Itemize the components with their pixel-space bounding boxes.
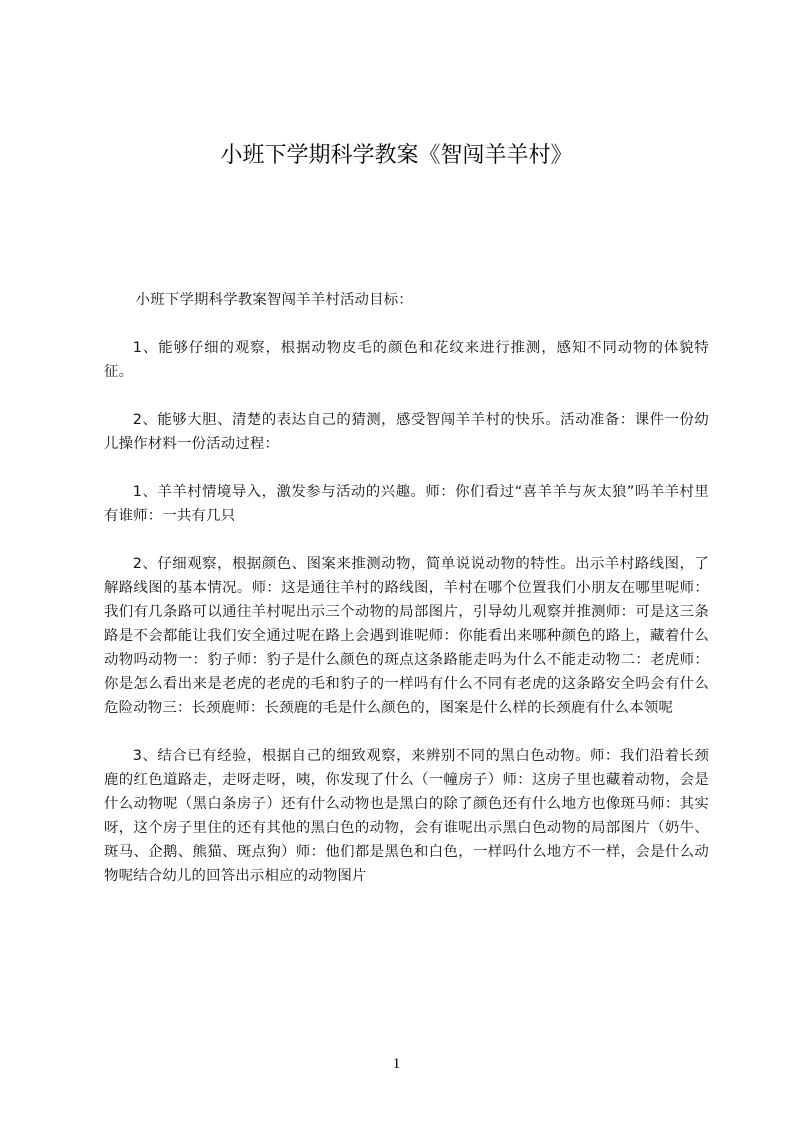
paragraph-objective-2: 2、能够大胆、清楚的表达自己的猜测，感受智闯羊羊村的快乐。活动准备：课件一份幼儿操作材料一份活动过程：: [104, 412, 709, 452]
paragraph-process-3: 3、结合已有经验，根据自己的细致观察，来辨别不同的黑白色动物。师：我们沿着长颈鹿的红色道路走，走呀走呀，咦，你发现了什么（一幢房子）师：这房子里也藏着动物，会是什么动物呢（黑白条房子）还有什么动物也是黑白的除了颜色还有什么地方也像斑马师：其实呀，这个房子里住的还有其他的黑白色的动物，会有谁呢出示黑白色动物的局部图片（奶牛、斑马、企鹅、熊猫、斑点狗）师：他们都是黑色和白色，一样吗什么地方不一样，会是什么动物呢结合幼儿的回答出示相应的动物图片: [104, 748, 709, 884]
document-body: [104, 288, 709, 912]
paragraph-objective-1: 1、能够仔细的观察，根据动物皮毛的颜色和花纹来进行推测，感知不同动物的体貌特征。: [104, 340, 709, 380]
paragraph-process-2: 2、仔细观察，根据颜色、图案来推测动物，简单说说动物的特性。出示羊村路线图，了解路线图的基本情况。师：这是通往羊村的路线图，羊村在哪个位置我们小朋友在哪里呢师：我们有几条路可以通往羊村呢出示三个动物的局部图片，引导幼儿观察并推测师：可是这三条路是不会都能让我们安全通过呢在路上会遇到谁呢师：你能看出来哪种颜色的路上，藏着什么动物吗动物一：豹子师：豹子是什么颜色的斑点这条路能走吗为什么不能走动物二：老虎师：你是怎么看出来是老虎的老虎的毛和豹子的一样吗有什么不同有老虎的这条路安全吗会有什么危险动物三：长颈鹿师：长颈鹿的毛是什么颜色的，图案是什么样的长颈鹿有什么本领呢: [104, 556, 709, 716]
page-title: 小班下学期科学教案《智闯羊羊村》: [220, 143, 573, 168]
page-number: 1: [392, 1056, 401, 1072]
paragraph-objectives-heading: 小班下学期科学教案智闯羊羊村活动目标：: [135, 292, 413, 308]
paragraph-process-1: 1、羊羊村情境导入，激发参与活动的兴趣。师：你们看过“喜羊羊与灰太狼”吗羊羊村里有谁师：一共有几只: [104, 484, 709, 524]
